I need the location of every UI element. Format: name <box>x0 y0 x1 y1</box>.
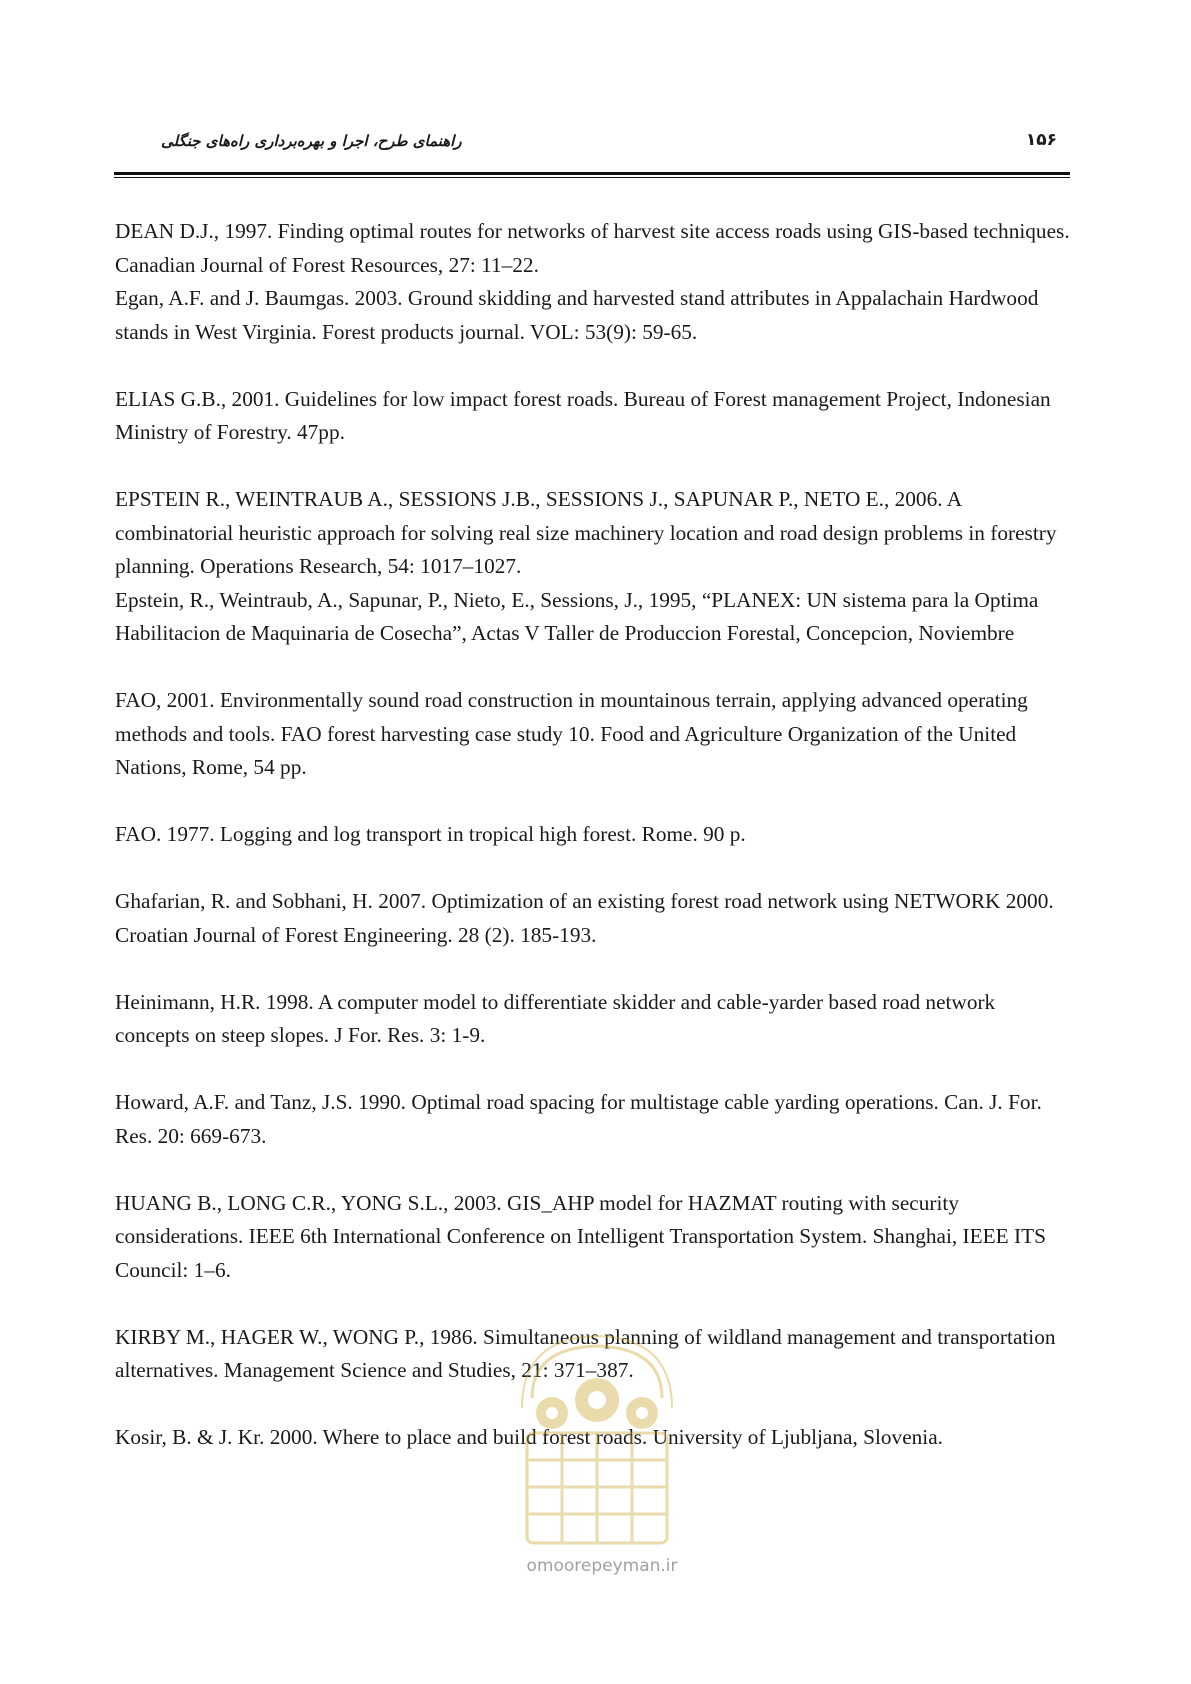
reference-entry: Epstein, R., Weintraub, A., Sapunar, P., Nieto, E., Sessions, J., 1995, “PLANEX: UN sistema para la Optima Habilitacion de Maquinaria de Cosecha”, Actas V Taller de Produccion Forestal, Concepcion, Noviembre <box>115 587 1039 645</box>
watermark-text: omoorepeyman.ir <box>526 1556 678 1576</box>
reference-entry: Ghafarian, R. and Sobhani, H. 2007. Optimization of an existing forest road network using NETWORK 2000. Croatian Journal of Forest Engineering. 28 (2). 185-193. <box>115 889 1054 947</box>
header-rule-thin <box>114 177 1070 178</box>
reference-entry: Heinimann, H.R. 1998. A computer model to differentiate skidder and cable-yarder based road network concepts on steep slopes. J For. Res. 3: 1-9. <box>115 989 996 1047</box>
reference-entry: FAO. 1977. Logging and log transport in tropical high forest. Rome. 90 p. <box>115 822 746 846</box>
page-number: ۱۵۶ <box>1025 130 1057 150</box>
header-rule-thick <box>114 172 1070 175</box>
reference-entry: ELIAS G.B., 2001. Guidelines for low impact forest roads. Bureau of Forest management Project, Indonesian Ministry of Forestry. 47pp. <box>115 386 1051 444</box>
reference-list <box>115 215 1075 1455</box>
reference-entry: Howard, A.F. and Tanz, J.S. 1990. Optimal road spacing for multistage cable yarding operations. Can. J. For. Res. 20: 669-673. <box>115 1090 1042 1148</box>
page-header <box>115 128 1065 158</box>
reference-entry: EPSTEIN R., WEINTRAUB A., SESSIONS J.B., SESSIONS J., SAPUNAR P., NETO E., 2006. A combinatorial heuristic approach for solving real size machinery location and road design problems in forestry planning. Operations Research, 54: 1017–1027. <box>115 487 1057 578</box>
reference-entry: HUANG B., LONG C.R., YONG S.L., 2003. GIS_AHP model for HAZMAT routing with security considerations. IEEE 6th International Conference on Intelligent Transportation System. Shanghai, IEEE ITS Council: 1–6. <box>115 1190 1046 1282</box>
reference-entry: Egan, A.F. and J. Baumgas. 2003. Ground skidding and harvested stand attributes in Appalachain Hardwood stands in West Virginia. Forest products journal. VOL: 53(9): 59-65. <box>115 286 1039 344</box>
reference-entry: FAO, 2001. Environmentally sound road construction in mountainous terrain, applying advanced operating methods and tools. FAO forest harvesting case study 10. Food and Agriculture Organization of the United Nations, Rome, 54 pp. <box>115 688 1028 779</box>
reference-entry: KIRBY M., HAGER W., WONG P., 1986. Simultaneous planning of wildland management and transportation alternatives. Management Science and Studies, 21: 371–387. <box>115 1324 1056 1382</box>
running-title: راهنمای طرح، اجرا و بهره‌برداری راه‌های جنگلی <box>161 132 462 150</box>
reference-entry: Kosir, B. & J. Kr. 2000. Where to place and build forest roads. University of Ljubljana, Slovenia. <box>115 1425 943 1449</box>
reference-entry: DEAN D.J., 1997. Finding optimal routes for networks of harvest site access roads using GIS-based techniques. Canadian Journal of Forest Resources, 27: 11–22. <box>115 219 1070 277</box>
